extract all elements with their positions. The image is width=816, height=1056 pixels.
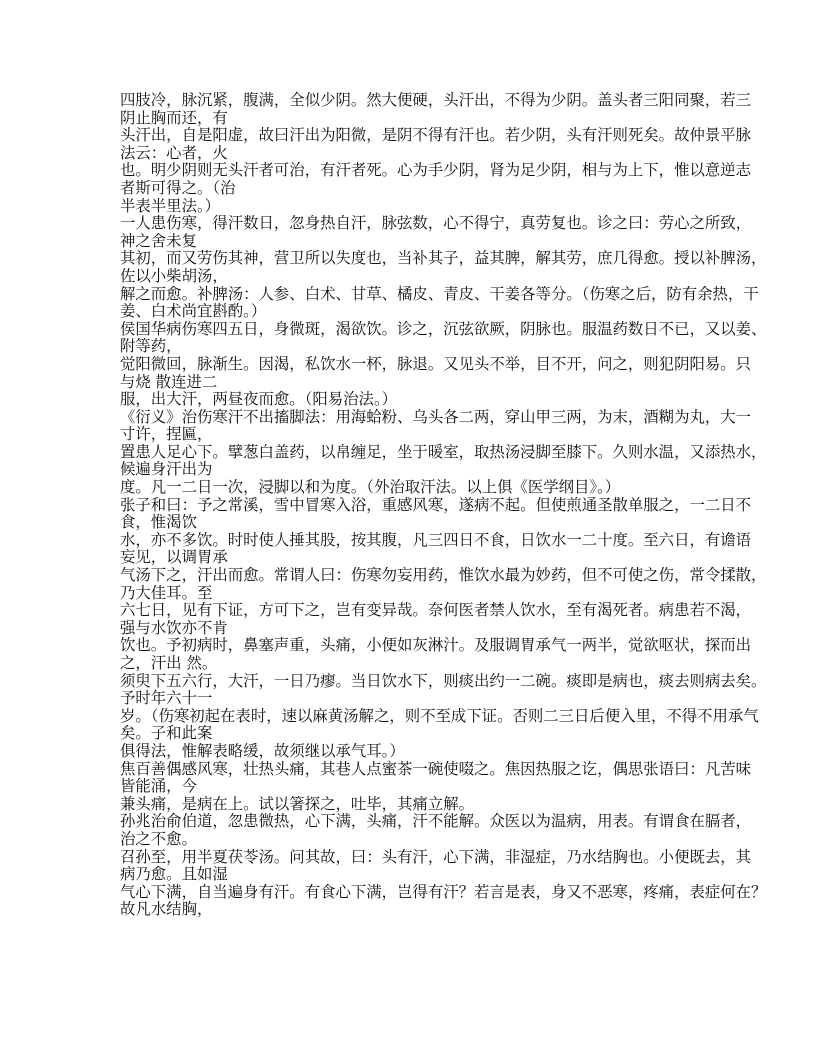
text-line: 予时年六十一	[120, 689, 213, 708]
text-line: 姜、白术尚宜斟酌。）	[120, 302, 267, 321]
text-line: 皆能涌，今	[120, 777, 197, 796]
text-line: 解之而愈。补脾汤：人参、白术、甘草、橘皮、青皮、干姜各等分。（伤寒之后，防有余热，干	[120, 284, 759, 303]
text-line: 俱得法，惟解表略缓，故须继以承气耳。）	[120, 741, 405, 760]
text-line: 佐以小柴胡汤，	[120, 266, 228, 285]
text-line: 兼头痛，是病在上。试以箸探之，吐毕，其痛立解。	[120, 794, 474, 813]
text-line: 之，汗出 然。	[120, 654, 218, 672]
text-line: 一人患伤寒，得汗数日，忽身热自汗，脉弦数，心不得宁，真劳复也。诊之曰：劳心之所致，	[120, 214, 752, 233]
text-line: 其初，而又劳伤其神，营卫所以失度也，当补其子，益其脾，解其劳，庶几得愈。授以补脾汤，	[120, 249, 767, 268]
text-line: 焦百善偶感风寒，壮热头痛，其巷人点蜜茶一碗使啜之。焦因热服之讫，偶思张语曰：凡苦味	[120, 759, 752, 778]
text-line: 侯国华病伤寒四五日，身微斑，渴欲饮。诊之，沉弦欲厥，阴脉也。服温药数日不已，又以姜、	[120, 319, 767, 338]
text-line: 半表半里法。）	[120, 196, 221, 215]
text-line: 法云：心者，火	[120, 143, 228, 162]
text-line: 《衍义》治伤寒汗不出搐脚法：用海蛤粉、乌头各二两，穿山甲三两，为末，酒糊为丸，大一	[120, 407, 752, 426]
text-line: 置患人足心下。擘葱白盖药，以帛缠足，坐于暖室，取热汤浸脚至膝下。久则水温，又添热水，	[120, 442, 767, 461]
text-line: 岁。（伤寒初起在表时，速以麻黄汤解之，则不至成下证。否则二三日后便入里，不得不用承气	[120, 706, 759, 725]
text-line: 孙兆治俞伯道，忽患微热，心下满，头痛，汗不能解。众医以为温病，用表。有谓食在膈者，	[120, 812, 752, 831]
text-line: 也。明少阴则无头汗者可治，有汗者死。心为手少阴，肾为足少阴，相与为上下，惟以意逆志	[120, 161, 752, 180]
text-line: 者斯可得之。（治	[120, 178, 236, 197]
text-line: 矣。子和此案	[120, 724, 213, 743]
text-line: 治之不愈。	[120, 829, 197, 848]
text-line: 召孙至，用半夏茯苓汤。问其故，曰：头有汗，心下满，非湿症，乃水结胸也。小便既去，其	[120, 847, 752, 866]
text-line: 觉阳微回，脉渐生。因渴，私饮水一杯，脉退。又见头不举，目不开，问之，则犯阴阳易。只	[120, 354, 752, 373]
text-line: 附等药，	[120, 337, 182, 356]
text-line: 须臾下五六行，大汗，一日乃瘳。当日饮水下，则痰出约一二碗。痰即是病也，痰去则病去矣。	[120, 671, 767, 690]
text-line: 寸许，捏匾，	[120, 425, 213, 444]
text-line: 服，出大汗，两昼夜而愈。（阳易治法。）	[120, 390, 398, 409]
text-line: 饮也。予初病时，鼻塞声重，头痛，小便如灰淋汁。及服调胃承气一两半，觉欲呕状，探而出	[120, 636, 752, 655]
text-line: 候遍身汗出为	[120, 460, 213, 479]
text-line: 神之舍未复	[120, 231, 197, 250]
text-line: 度。凡一二日一次，浸脚以和为度。（外治取汗法。以上俱《医学纲目》。）	[120, 478, 621, 497]
text-line: 头汗出，自是阳虚，故曰汗出为阳微，是阴不得有汗也。若少阴，头有汗则死矣。故仲景平脉	[120, 126, 752, 145]
text-line: 病乃愈。且如湿	[120, 865, 228, 884]
text-line: 乃大佳耳。至	[120, 583, 213, 602]
text-line: 与烧 散连进二	[120, 372, 218, 391]
text-line: 妄见，以调胃承	[120, 548, 228, 567]
text-line: 气汤下之，汗出而愈。常谓人曰：伤寒勿妄用药，惟饮水最为妙药，但不可使之伤，常令揉散，	[120, 566, 767, 585]
text-line: 阴止胸而还，有	[120, 108, 228, 127]
text-line: 强与水饮亦不肯	[120, 618, 228, 637]
text-line: 食，惟渴饮	[120, 513, 197, 532]
document-page	[120, 91, 767, 919]
text-line: 故凡水结胸，	[120, 900, 213, 919]
text-line: 六七日，见有下证，方可下之，岂有变异哉。奈何医者禁人饮水，至有渴死者。病患若不渴，	[120, 601, 752, 620]
text-line: 四肢冷，脉沉紧，腹满，全似少阴。然大便硬，头汗出，不得为少阴。盖头者三阳同聚，若三	[120, 91, 752, 109]
text-line: 水，亦不多饮。时时使人捶其股，按其腹，凡三四日不食，日饮水一二十度。至六日，有谵语	[120, 530, 752, 549]
text-line: 张子和曰：予之常溪，雪中冒寒入浴，重感风寒，遂病不起。但使煎通圣散单服之，一二日不	[120, 495, 752, 514]
text-line: 气心下满，自当遍身有汗。有食心下满，岂得有汗？若言是表，身又不恶寒，疼痛，表症何在？	[120, 882, 767, 901]
